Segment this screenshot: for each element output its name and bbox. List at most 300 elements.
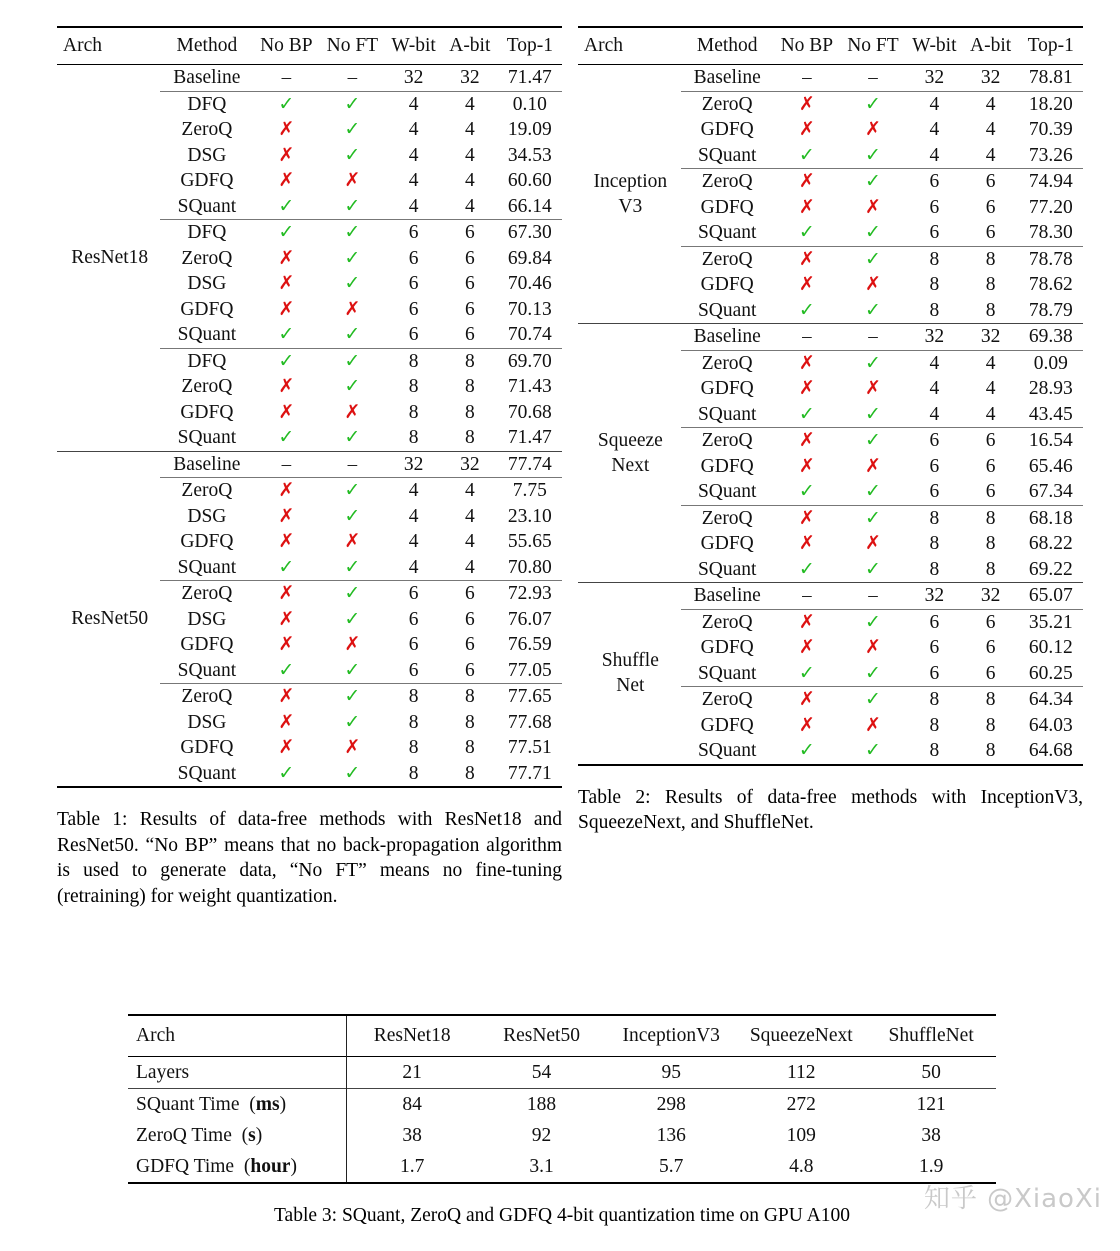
cell-a-bit: 6 [464, 634, 475, 655]
cell-nobp [253, 220, 319, 246]
cross-icon: ✗ [278, 504, 295, 527]
check-icon: ✓ [278, 221, 295, 243]
cell-method: SQuant [697, 558, 757, 580]
cross-icon: ✗ [865, 636, 881, 658]
cell-w-bit: 6 [408, 608, 419, 630]
cross-icon: ✗ [798, 351, 815, 374]
cell-method: ZeroQ [701, 430, 753, 451]
cross-icon: ✗ [344, 736, 361, 758]
cross-icon: ✗ [278, 710, 295, 733]
cell-method: DSG [187, 711, 227, 733]
cell-top1: 64.03 [1028, 714, 1073, 736]
cell-noft [840, 169, 906, 195]
cell-w-bit: 8 [408, 686, 419, 707]
cell-top1: 67.34 [1028, 481, 1073, 502]
check-icon: ✓ [865, 221, 881, 243]
cell-a-bit: 8 [464, 427, 475, 448]
cell-noft [319, 761, 385, 788]
column-header-method: Method [176, 35, 238, 56]
cell-method: DSG [187, 144, 227, 166]
cross-icon: ✗ [278, 607, 295, 630]
row-unit: ms [255, 1094, 280, 1115]
cell-a-bit: 8 [464, 711, 475, 733]
cell-a-bit: 8 [464, 401, 475, 423]
cell-a-bit: 8 [985, 558, 996, 580]
cell-noft [840, 635, 906, 661]
cell-nobp [253, 529, 319, 555]
cell-w-bit: 6 [408, 273, 419, 294]
cell-top1: 77.74 [507, 453, 552, 475]
cell-top1: 65.07 [1028, 585, 1073, 606]
cell-w-bit: 32 [924, 67, 945, 88]
cell-nobp [253, 581, 319, 607]
cell-method: ZeroQ [701, 352, 753, 374]
column-header-no-ft: No FT [847, 35, 899, 56]
cell-value: 84 [347, 1089, 477, 1121]
cell-method: ZeroQ [181, 686, 233, 707]
cell-top1: 16.54 [1028, 430, 1073, 451]
cell-nobp [253, 555, 319, 581]
header-row [57, 27, 562, 65]
cell-a-bit: 8 [985, 274, 996, 295]
cell-method: ZeroQ [701, 171, 753, 192]
cell-top1: 71.47 [507, 427, 552, 448]
dash-icon: – [802, 67, 812, 88]
cell-a-bit: 6 [464, 583, 475, 604]
cell-noft [319, 117, 385, 143]
cell-nobp [774, 117, 840, 143]
cell-w-bit: 32 [403, 453, 424, 475]
cross-icon: ✗ [278, 169, 295, 191]
cell-top1: 77.65 [507, 686, 552, 707]
cell-value: 136 [656, 1125, 686, 1146]
cell-w-bit: 8 [929, 274, 940, 295]
cell-w-bit: 4 [929, 119, 940, 140]
check-icon: ✓ [344, 426, 361, 448]
cell-w-bit: 8 [929, 714, 940, 736]
check-icon: ✓ [865, 143, 881, 166]
cell-noft [840, 479, 906, 505]
cell-method: DSG [187, 505, 227, 527]
cell-top1: 70.80 [507, 556, 552, 578]
cell-top1: 70.46 [507, 273, 552, 294]
check-icon: ✓ [865, 92, 881, 115]
cell-w-bit: 6 [408, 583, 419, 604]
cross-icon: ✗ [798, 429, 815, 451]
cell-top1: 55.65 [507, 531, 552, 552]
column-header-method: Method [696, 35, 758, 56]
cell-noft [840, 117, 906, 143]
cell-nobp [774, 65, 840, 92]
cell-noft [840, 661, 906, 687]
cross-icon: ✗ [798, 92, 815, 115]
check-icon: ✓ [278, 194, 295, 217]
cell-a-bit: 8 [464, 350, 475, 372]
table3-caption: Table 3: SQuant, ZeroQ and GDFQ 4-bit quantization time on GPU A100 [274, 1205, 850, 1226]
cell-nobp [253, 168, 319, 194]
cell-method: ZeroQ [701, 507, 753, 529]
cross-icon: ✗ [278, 375, 295, 397]
cell-noft [319, 504, 385, 530]
cell-method: Baseline [693, 67, 761, 88]
column-header-w-bit: W-bit [912, 35, 957, 56]
cell-nobp [774, 324, 840, 351]
cell-method: ZeroQ [181, 247, 233, 269]
cell-top1: 60.25 [1028, 662, 1073, 684]
cell-a-bit: 4 [985, 119, 996, 140]
cell-top1: 69.84 [507, 247, 552, 269]
cell-method: DFQ [187, 93, 227, 115]
cell-top1: 77.71 [507, 762, 552, 784]
cross-icon: ✗ [278, 479, 295, 501]
check-icon: ✓ [865, 480, 881, 502]
cell-noft [840, 350, 906, 376]
table-row [578, 65, 1083, 92]
cell-a-bit: 4 [464, 195, 475, 217]
cell-w-bit: 6 [929, 171, 940, 192]
dash-icon: – [868, 326, 878, 347]
column-header-top-1: Top-1 [1027, 35, 1074, 56]
cell-nobp [253, 297, 319, 323]
cell-nobp [253, 478, 319, 504]
cell-a-bit: 4 [985, 403, 996, 425]
cell-nobp [253, 684, 319, 710]
cell-top1: 76.07 [507, 608, 552, 630]
table-row [57, 451, 562, 478]
cell-a-bit: 6 [985, 171, 996, 192]
check-icon: ✓ [344, 685, 361, 707]
dash-icon: – [281, 67, 292, 88]
cell-w-bit: 8 [929, 507, 940, 529]
cell-value: 3.1 [529, 1156, 554, 1177]
cell-noft [319, 91, 385, 117]
cell-a-bit: 6 [464, 659, 475, 681]
cross-icon: ✗ [865, 118, 881, 140]
cell-top1: 65.46 [1028, 455, 1073, 477]
check-icon: ✓ [865, 610, 881, 633]
column-header-top-1: Top-1 [506, 35, 553, 56]
cell-top1: 71.47 [507, 67, 552, 88]
cell-nobp [774, 635, 840, 661]
cell-a-bit: 8 [464, 762, 475, 784]
cell-top1: 71.43 [507, 376, 552, 397]
check-icon: ✓ [865, 298, 881, 321]
check-icon: ✓ [865, 247, 881, 270]
column-header-a-bit: A-bit [449, 35, 491, 56]
cell-value: 38 [921, 1125, 941, 1146]
cross-icon: ✗ [798, 195, 815, 218]
cross-icon: ✗ [798, 377, 815, 399]
cell-nobp [253, 607, 319, 633]
cell-a-bit: 8 [985, 533, 996, 554]
cell-noft [840, 505, 906, 531]
cell-a-bit: 32 [980, 67, 1001, 88]
table-row [128, 1151, 996, 1183]
cell-noft [840, 91, 906, 117]
cell-top1: 69.22 [1028, 558, 1073, 580]
cell-noft [319, 735, 385, 761]
cell-w-bit: 6 [408, 634, 419, 655]
cell-method: DFQ [187, 350, 227, 372]
cell-a-bit: 8 [985, 248, 996, 270]
cell-nobp [774, 557, 840, 583]
cell-a-bit: 8 [985, 299, 996, 321]
check-icon: ✓ [278, 555, 295, 578]
cross-icon: ✗ [798, 170, 815, 192]
cell-method: GDFQ [700, 455, 754, 477]
cell-w-bit: 8 [408, 427, 419, 448]
check-icon: ✓ [344, 143, 361, 166]
table2 [578, 26, 1083, 766]
row-label: SQuant Time (ms) [136, 1094, 287, 1115]
cell-top1: 19.09 [507, 119, 552, 140]
check-icon: ✓ [344, 92, 361, 115]
cell-nobp [774, 169, 840, 195]
cell-method: SQuant [697, 222, 757, 243]
cell-w-bit: 32 [924, 326, 945, 347]
arch-label: Inception V3 [593, 170, 668, 217]
cross-icon: ✗ [344, 633, 361, 655]
cell-value: 1.9 [918, 1156, 944, 1177]
cell-noft [840, 738, 906, 765]
check-icon: ✓ [865, 429, 881, 451]
cell-top1: 69.70 [507, 350, 552, 372]
cell-nobp [774, 661, 840, 687]
column-header-squeezenext: SqueezeNext [749, 1025, 853, 1046]
cell-w-bit: 8 [929, 558, 940, 580]
cell-noft [319, 607, 385, 633]
table3-header [128, 1015, 996, 1057]
cell-noft [840, 687, 906, 713]
check-icon: ✓ [798, 480, 815, 502]
table-row [128, 1120, 996, 1151]
cell-value: 298 [656, 1094, 686, 1115]
cell-value: 95 [661, 1062, 681, 1083]
cell-method: GDFQ [700, 533, 754, 554]
cell-value: 4.8 [789, 1156, 814, 1177]
cell-method: SQuant [697, 662, 757, 684]
cell-method: Baseline [693, 585, 761, 606]
cell-w-bit: 8 [929, 689, 940, 710]
cell-nobp [774, 195, 840, 221]
cross-icon: ✗ [798, 610, 815, 633]
check-icon: ✓ [344, 479, 361, 501]
cell-w-bit: 4 [929, 93, 940, 115]
cross-icon: ✗ [865, 532, 881, 554]
cell-w-bit: 4 [408, 556, 419, 578]
cell-noft [319, 374, 385, 400]
cell-top1: 34.53 [507, 144, 552, 166]
cell-a-bit: 6 [464, 324, 475, 345]
cell-a-bit: 4 [464, 531, 475, 552]
cell-method: ZeroQ [181, 583, 233, 604]
dash-icon: – [802, 326, 812, 347]
check-icon: ✓ [344, 375, 361, 397]
cell-noft [840, 557, 906, 583]
cell-nobp [774, 91, 840, 117]
check-icon: ✓ [344, 118, 361, 140]
cell-noft [319, 194, 385, 220]
cell-a-bit: 4 [464, 170, 475, 191]
cross-icon: ✗ [278, 530, 295, 552]
cell-nobp [253, 632, 319, 658]
check-icon: ✓ [344, 555, 361, 578]
cell-method: GDFQ [700, 378, 754, 399]
table3 [128, 1014, 996, 1184]
cross-icon: ✗ [865, 377, 881, 399]
dash-icon: – [347, 453, 358, 475]
cell-value: 121 [916, 1094, 946, 1115]
column-header-resnet50: ResNet50 [503, 1025, 580, 1046]
cell-w-bit: 6 [408, 247, 419, 269]
cell-w-bit: 6 [929, 611, 940, 633]
cell-w-bit: 4 [929, 403, 940, 425]
cell-w-bit: 6 [929, 455, 940, 477]
cell-a-bit: 6 [464, 608, 475, 630]
cell-w-bit: 8 [408, 711, 419, 733]
cell-noft [840, 583, 906, 610]
column-header-a-bit: A-bit [970, 35, 1012, 56]
cell-method: GDFQ [180, 298, 234, 320]
cell-a-bit: 32 [980, 326, 1001, 347]
cell-a-bit: 4 [464, 480, 475, 501]
cell-a-bit: 32 [460, 67, 480, 88]
cross-icon: ✗ [798, 273, 815, 295]
cell-noft [319, 348, 385, 374]
table-row [578, 324, 1083, 351]
cell-method: SQuant [177, 324, 237, 345]
cell-method: ZeroQ [181, 119, 233, 140]
cross-icon: ✗ [798, 454, 815, 477]
cross-icon: ✗ [278, 582, 295, 604]
check-icon: ✓ [865, 506, 881, 529]
header-row [578, 27, 1083, 65]
cell-nobp [253, 194, 319, 220]
check-icon: ✓ [344, 607, 361, 630]
check-icon: ✓ [865, 739, 881, 761]
cell-top1: 77.20 [1028, 196, 1073, 218]
table-row [57, 65, 562, 92]
cell-a-bit: 4 [464, 144, 475, 166]
cell-a-bit: 4 [464, 505, 475, 527]
cell-a-bit: 4 [464, 119, 475, 140]
row-label: ZeroQ Time (s) [136, 1125, 263, 1146]
cell-w-bit: 6 [929, 481, 940, 502]
column-header-arch: Arch [63, 35, 102, 56]
cell-method: ZeroQ [701, 93, 753, 115]
check-icon: ✓ [278, 658, 295, 681]
cell-noft [840, 143, 906, 169]
cell-a-bit: 6 [985, 611, 996, 633]
cell-top1: 70.13 [507, 298, 552, 320]
cell-noft [319, 425, 385, 451]
cell-top1: 60.60 [507, 170, 552, 191]
table1-body [57, 65, 562, 788]
cell-noft [319, 168, 385, 194]
column-header-no-bp: No BP [780, 35, 834, 56]
check-icon: ✓ [278, 426, 295, 448]
dash-icon: – [347, 67, 358, 88]
arch-label: Squeeze Next [597, 429, 663, 476]
table-row [578, 583, 1083, 610]
table2-caption: Table 2: Results of data-free methods with InceptionV3, SqueezeNext, and ShuffleNet. [578, 786, 1083, 833]
cross-icon: ✗ [344, 297, 361, 320]
table3-block [128, 1014, 996, 1229]
cell-w-bit: 6 [408, 324, 419, 345]
cell-nobp [774, 428, 840, 454]
cell-nobp [774, 505, 840, 531]
cell-nobp [253, 91, 319, 117]
cell-top1: 0.09 [1033, 352, 1068, 374]
check-icon: ✓ [344, 582, 361, 604]
cell-noft [840, 246, 906, 272]
cell-top1: 76.59 [507, 634, 552, 655]
cell-nobp [253, 735, 319, 761]
column-header-arch: Arch [584, 35, 623, 56]
cell-top1: 23.10 [507, 505, 552, 527]
cell-noft [840, 531, 906, 557]
cell-noft [319, 658, 385, 684]
cell-noft [840, 220, 906, 246]
check-icon: ✓ [344, 323, 361, 345]
cell-nobp [253, 374, 319, 400]
check-icon: ✓ [344, 504, 361, 527]
check-icon: ✓ [865, 688, 881, 710]
cell-noft [319, 271, 385, 297]
cell-nobp [253, 761, 319, 788]
cell-method: GDFQ [700, 119, 754, 140]
check-icon: ✓ [344, 710, 361, 733]
cell-method: GDFQ [180, 634, 234, 655]
column-header-w-bit: W-bit [391, 35, 436, 56]
cell-a-bit: 8 [985, 507, 996, 529]
cell-w-bit: 6 [929, 196, 940, 218]
cell-w-bit: 8 [408, 401, 419, 423]
cell-top1: 72.93 [507, 583, 552, 604]
cell-method: SQuant [177, 762, 237, 784]
check-icon: ✓ [798, 402, 815, 425]
cell-noft [319, 581, 385, 607]
cell-method: GDFQ [180, 737, 234, 758]
cell-w-bit: 4 [929, 144, 940, 166]
cell-value: 5.7 [659, 1156, 684, 1177]
table2-body [578, 65, 1083, 765]
cell-method: ZeroQ [701, 689, 753, 710]
check-icon: ✓ [798, 143, 815, 166]
cell-top1: 66.14 [507, 195, 552, 217]
cell-w-bit: 4 [929, 378, 940, 399]
cell-method: DSG [187, 608, 227, 630]
cell-nobp [253, 143, 319, 169]
cell-a-bit: 6 [464, 247, 475, 269]
cross-icon: ✗ [278, 400, 295, 423]
cell-w-bit: 4 [408, 480, 419, 501]
check-icon: ✓ [798, 661, 815, 684]
cell-w-bit: 8 [408, 737, 419, 758]
cell-a-bit: 8 [985, 714, 996, 736]
check-icon: ✓ [865, 557, 881, 580]
row-unit: s [248, 1125, 256, 1146]
check-icon: ✓ [798, 739, 815, 761]
column-header-no-ft: No FT [326, 35, 379, 56]
cell-top1: 43.45 [1028, 403, 1073, 425]
cell-w-bit: 6 [929, 662, 940, 684]
cell-method: ZeroQ [701, 248, 753, 270]
cell-w-bit: 4 [408, 195, 419, 217]
cell-method: GDFQ [700, 714, 754, 736]
cross-icon: ✗ [798, 118, 815, 140]
cross-icon: ✗ [278, 297, 295, 320]
